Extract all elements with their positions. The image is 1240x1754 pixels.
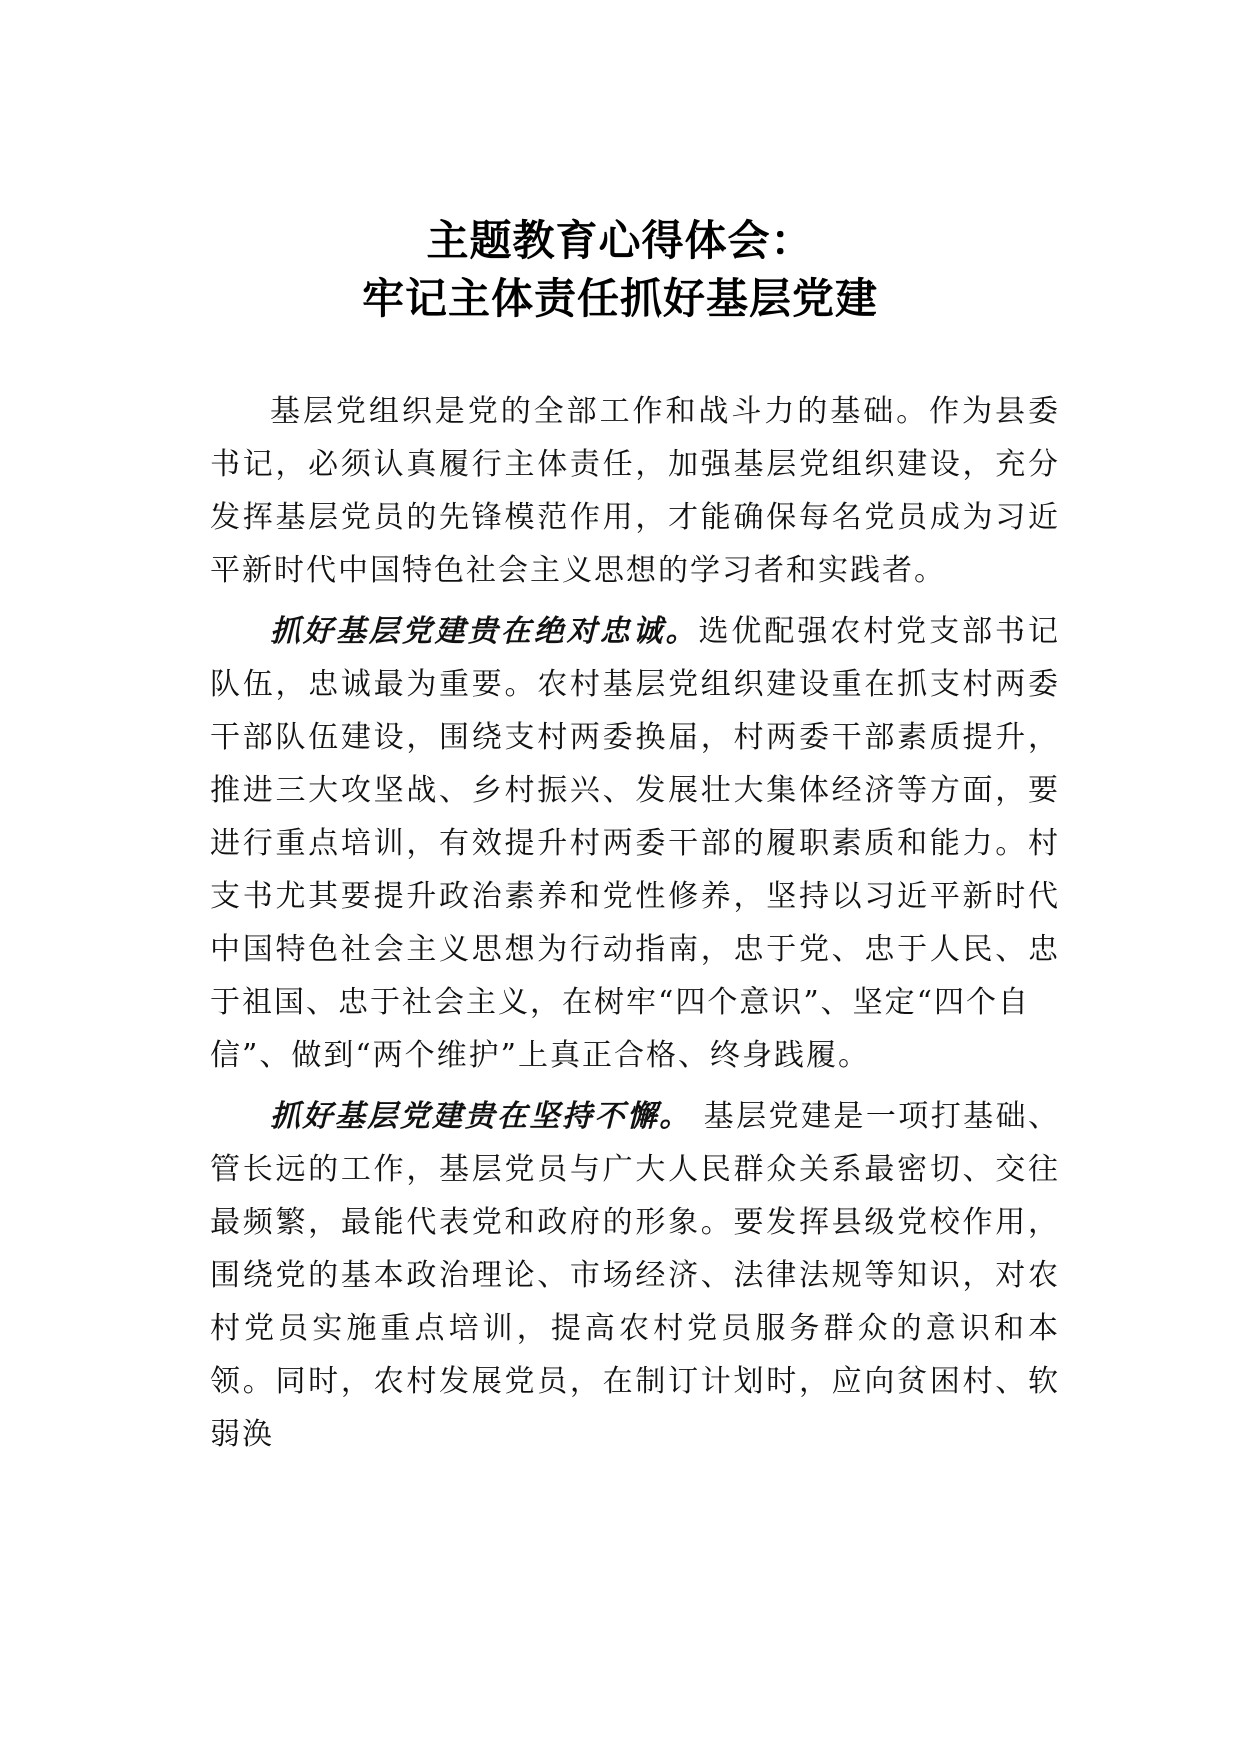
title-line-2: 牢记主体责任抓好基层党建 [361, 274, 878, 323]
paragraph-persistence-body: 基层党建是一项打基础、管长远的工作，基层党员与广大人民群众关系最密切、交往最频繁，最能代表党和政府的形象。要发挥县级党校作用，围绕党的基本政治理论、市场经济、法律法规等知识，对农村党员实施重点培训，提高农村党员服务群众的意识和本领。同时，农村发展党员，在制订计划时，应向贫困村、软弱涣 [210, 1099, 1060, 1452]
paragraph-loyalty [210, 605, 1060, 1082]
document-body [210, 385, 1060, 1469]
paragraph-intro: 基层党组织是党的全部工作和战斗力的基础。作为县委书记，必须认真履行主体责任，加强基层党组织建设，充分发挥基层党员的先锋模范作用，才能确保每名党员成为习近平新时代中国特色社会主义思想的学习者和实践者。 [210, 394, 1060, 588]
paragraph-loyalty-heading: 抓好基层党建贵在绝对忠诚。 [270, 614, 699, 649]
paragraph-persistence-heading: 抓好基层党建贵在坚持不懈。 [270, 1099, 692, 1134]
paragraph-persistence [210, 1090, 1060, 1461]
document-title [0, 212, 1240, 328]
title-line-1: 主题教育心得体会： [426, 216, 814, 265]
paragraph-loyalty-tail: 信”、做到“两个维护”上真正合格、终身践履。 [210, 1038, 871, 1073]
paragraph-loyalty-body: 选优配强农村党支部书记队伍，忠诚最为重要。农村基层党组织建设重在抓支村两委干部队伍建设，围绕支村两委换届，村两委干部素质提升，推进三大攻坚战、乡村振兴、发展壮大集体经济等方面，要进行重点培训，有效提升村两委干部的履职素质和能力。村支书尤其要提升政治素养和党性修养，坚持以习近平新时代中国特色社会主义思想为行动指南，忠于党、忠于人民、忠于祖国、忠于社会主义，在树牢“四个意识”、坚定“四个自 [210, 614, 1061, 1020]
